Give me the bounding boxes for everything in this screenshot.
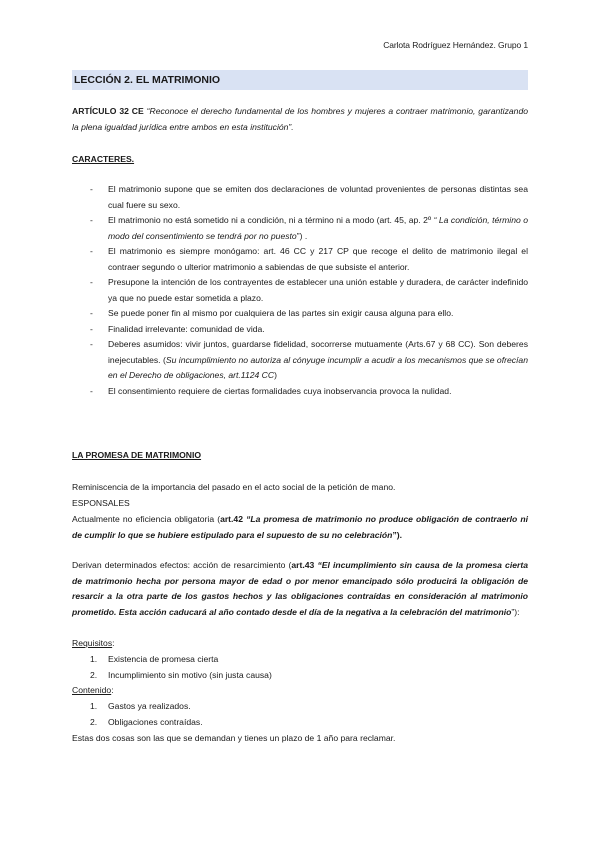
- author-header: Carlota Rodríguez Hernández. Grupo 1: [383, 40, 528, 50]
- article-paragraph: [72, 104, 528, 135]
- closing-paragraph: Estas dos cosas son las que se demandan y tienes un plazo de 1 año para reclamar.: [72, 733, 396, 743]
- eficiencia-paragraph: Actualmente no eficiencia obligatoria (art.42 “La promesa de matrimonio no produce obligación de contraerlo ni de cumplir lo que se hubiere estipulado para el supuesto de su no celebración”).: [72, 514, 528, 540]
- requisitos-list: [72, 652, 528, 683]
- list-item: 2. Obligaciones contraídas.: [90, 716, 203, 727]
- requisitos-list-wrap: [72, 652, 528, 683]
- list-item: - Finalidad irrelevante: comunidad de vida.: [90, 323, 265, 334]
- caracteres-heading: CARACTERES.: [72, 154, 135, 164]
- contenido-label: Contenido:: [72, 685, 114, 695]
- list-item: - Se puede poner fin al mismo por cualquiera de las partes sin exigir causa alguna para ello.: [90, 308, 454, 318]
- list-item: - El matrimonio no está sometido ni a condición, ni a término ni a modo (art. 45, ap. 2º “ La condición, término o modo del consentimiento se tendrá por no puesto”) .: [90, 215, 528, 241]
- list-item: - Deberes asumidos: vivir juntos, guardarse fidelidad, socorrerse mutuamente (Arts.67 y 68 CC). Son deberes inejecutables. (Su incumplimiento no autoriza al cónyuge incumplir a acudir a los mecanismos que se ofrecían en el Derecho de obligaciones, art.1124 CC): [90, 339, 528, 380]
- requisitos-label: Requisitos:: [72, 638, 115, 648]
- article-quote: “Reconoce el derecho fundamental de los hombres y mujeres a contraer matrimonio, garantizando la plena igualdad jurídica entre ambos en esta institución”.: [72, 106, 529, 132]
- article-label: ARTÍCULO 32 CE: [72, 106, 144, 116]
- promesa-heading: LA PROMESA DE MATRIMONIO: [72, 450, 202, 460]
- list-item: - El matrimonio es siempre monógamo: art. 46 CC y 217 CP que recoge el delito de matrimonio ilegal el contraer segundo o ulterior matrimonio a sabiendas de que subsiste el anterior.: [90, 246, 528, 272]
- contenido-list: [72, 699, 528, 730]
- list-item: 2. Incumplimiento sin motivo (sin justa causa): [90, 669, 272, 680]
- esponsales-label: ESPONSALES: [72, 498, 130, 508]
- caracteres-list: [72, 182, 528, 399]
- list-item: - Presupone la intención de los contrayentes de establecer una unión estable y duradera, de carácter indefinido ya que no puede estar sometida a plazo.: [90, 277, 528, 303]
- promesa-intro: Reminiscencia de la importancia del pasado en el acto social de la petición de mano.: [72, 482, 396, 492]
- contenido-list-wrap: [72, 699, 528, 730]
- list-item: - El consentimiento requiere de ciertas formalidades cuya inobservancia provoca la nulidad.: [90, 385, 452, 396]
- derivan-paragraph: Derivan determinados efectos: acción de resarcimiento (art.43 “El incumplimiento sin causa de la promesa cierta de matrimonio hecha por persona mayor de edad o por menor emancipado sólo producirá la obligación de resarcir a la otra parte de los gastos hechos y las obligaciones contraídas en consideración al matrimonio prometido. Esta acción caducará al año contado desde el día de la negativa a la celebración del matrimonio”):: [72, 560, 528, 617]
- list-item: 1. Gastos ya realizados.: [90, 701, 191, 711]
- list-item: 1. Existencia de promesa cierta: [90, 654, 219, 664]
- list-item: - El matrimonio supone que se emiten dos declaraciones de voluntad provenientes de personas distintas sea cual fuere su sexo.: [90, 184, 528, 210]
- lesson-title: LECCIÓN 2. EL MATRIMONIO: [74, 74, 221, 86]
- caracteres-list-wrap: [72, 182, 528, 399]
